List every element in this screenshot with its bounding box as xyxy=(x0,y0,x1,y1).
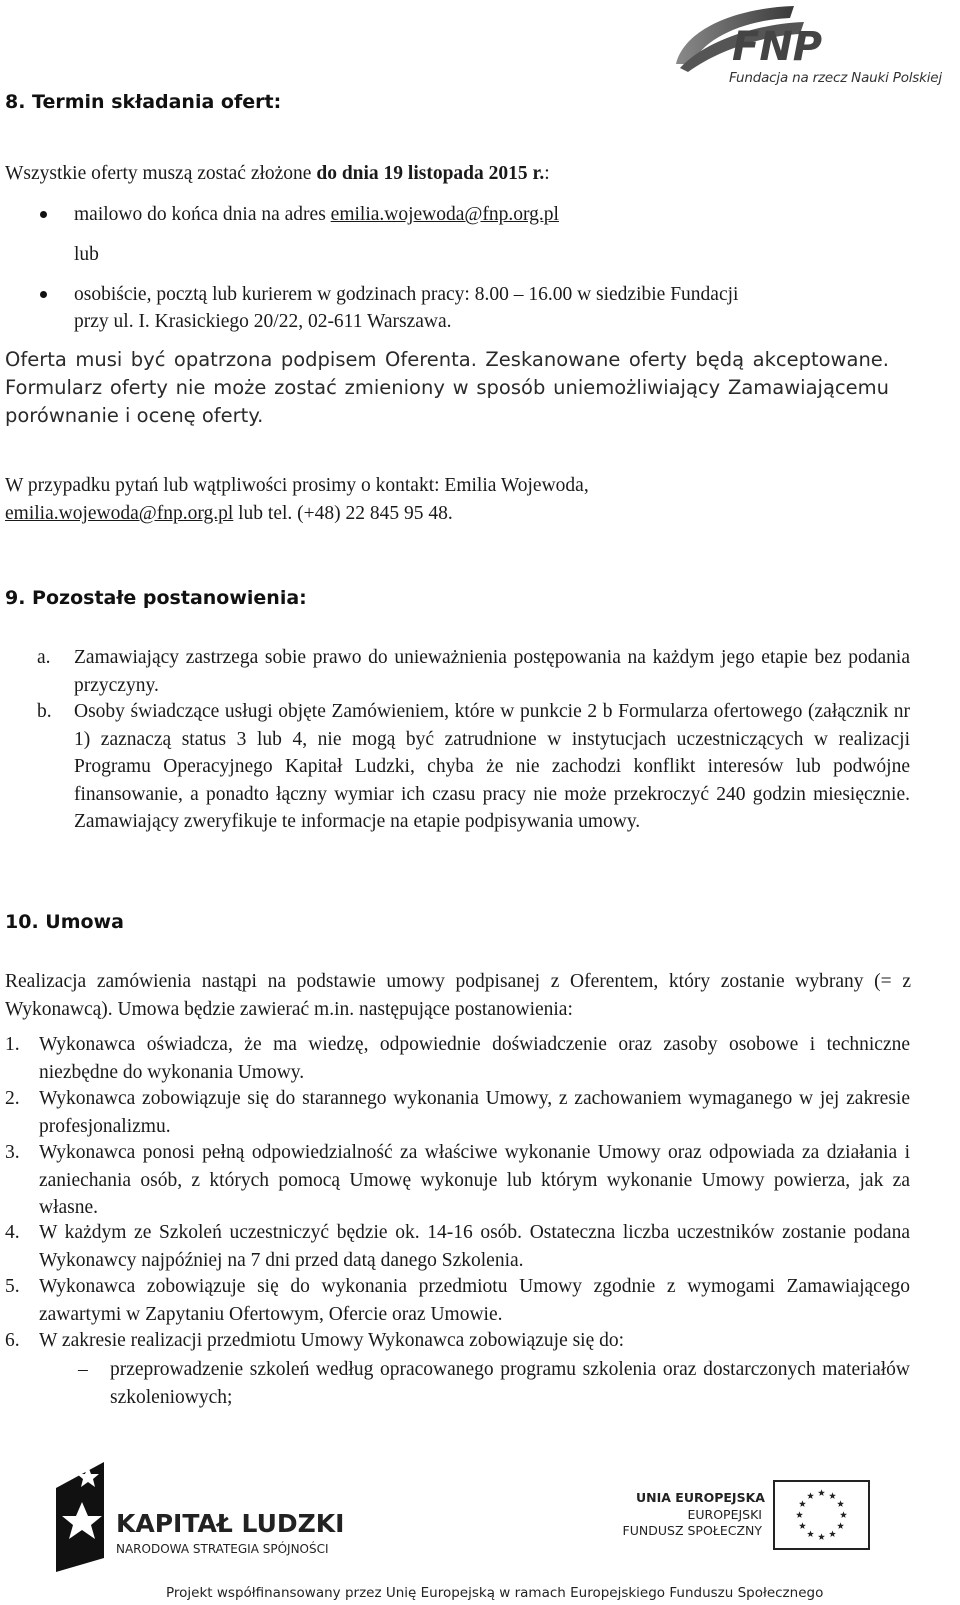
kl-title: KAPITAŁ LUDZKI xyxy=(116,1509,345,1538)
section8-heading: 8. Termin składania ofert: xyxy=(5,91,282,113)
item-text: Wykonawca ponosi pełną odpowiedzialność za właściwe wykonanie Umowy oraz odpowiada za działania i zaniechania osób, z których pomocą Umowę wykonuje lub którym wykonanie Umowy powierza, jak za własne. xyxy=(39,1142,910,1218)
section10-intro: Realizacja zamówienia nastąpi na podstawie umowy podpisanej z Oferentem, który zostanie wybrany (= z Wykonawcą). Umowa będzie zawierać m.in. następujące postanowienia: xyxy=(5,971,911,1020)
item-marker: a. xyxy=(37,647,51,668)
bullet-email-text: mailowo do końca dnia na adres xyxy=(74,204,331,225)
intro-text: Wszystkie oferty muszą zostać złożone xyxy=(5,163,317,184)
deadline-date: do dnia 19 listopada 2015 r. xyxy=(316,163,545,184)
bullet-email xyxy=(74,201,559,228)
item-marker: 5. xyxy=(5,1276,20,1297)
offer-note: Oferta musi być opatrzona podpisem Oferenta. Zeskanowane oferty będą akceptowane. Formularz oferty nie może zostać zmieniony w sposób uniemożliwiający Zamawiającemu porównanie i ocenę oferty. xyxy=(5,348,889,427)
item-text: W każdym ze Szkoleń uczestniczyć będzie ok. 14-16 osób. Ostateczna liczba uczestników zostanie podana Wykonawcy najpóźniej na 7 dni przed datą danego Szkolenia. xyxy=(39,1222,910,1271)
bullet-dot xyxy=(40,211,47,218)
item-text: Osoby świadczące usługi objęte Zamówieniem, które w punkcie 2 b Formularza ofertowego (załącznik nr 1) zaznaczą status 3 lub 4, nie mogą być zatrudnione w instytucjach uczestniczących w realizacji Programu Operacyjnego Kapitał Ludzki, chyba że nie zachodzi konflikt interesów lub podwójne finansowanie, a ponadto łączny wymiar ich czasu pracy nie może przekroczyć 240 godzin miesięcznie. Zamawiający zweryfikuje te informacje na etapie podpisywania umowy. xyxy=(74,701,910,832)
contact-email-link[interactable]: emilia.wojewoda@fnp.org.pl xyxy=(5,503,234,524)
bullet-personal-line2: przy ul. I. Krasickiego 20/22, 02-611 Warszawa. xyxy=(74,311,452,332)
eu-line3: FUNDUSZ SPOŁECZNY xyxy=(622,1523,762,1538)
kapital-ludzki-logo xyxy=(52,1462,362,1572)
contact-line1: W przypadku pytań lub wątpliwości prosimy o kontakt: Emilia Wojewoda, xyxy=(5,475,589,496)
section8-intro xyxy=(5,160,550,187)
item-marker: 6. xyxy=(5,1330,20,1351)
section10-heading: 10. Umowa xyxy=(5,911,124,933)
item-marker: 3. xyxy=(5,1142,20,1163)
eu-line2: EUROPEJSKI xyxy=(687,1507,762,1522)
subitem-marker: – xyxy=(78,1359,88,1380)
item-text: Wykonawca oświadcza, że ma wiedzę, odpowiednie doświadczenie oraz zasoby osobowe i techniczne niezbędne do wykonania Umowy. xyxy=(39,1034,910,1083)
eu-line1: UNIA EUROPEJSKA xyxy=(636,1490,765,1505)
contact-phone: lub tel. (+48) 22 845 95 48. xyxy=(233,503,453,524)
item-marker: 1. xyxy=(5,1034,20,1055)
item-text: Zamawiający zastrzega sobie prawo do unieważnienia postępowania na każdym jego etapie bez podania przyczyny. xyxy=(74,647,910,696)
kl-subtitle: NARODOWA STRATEGIA SPÓJNOŚCI xyxy=(116,1542,329,1556)
bullet-personal-line1: osobiście, pocztą lub kurierem w godzinach pracy: 8.00 – 16.00 w siedzibie Fundacji xyxy=(74,284,739,305)
intro-colon: : xyxy=(544,163,550,184)
subitem-text: przeprowadzenie szkoleń według opracowanego programu szkolenia oraz dostarczonych materiałów szkoleniowych; xyxy=(110,1359,910,1408)
email-link[interactable]: emilia.wojewoda@fnp.org.pl xyxy=(330,204,559,225)
contact-line2 xyxy=(5,500,453,527)
item-text: W zakresie realizacji przedmiotu Umowy Wykonawca zobowiązuje się do: xyxy=(39,1330,625,1351)
or-word: lub xyxy=(74,244,99,265)
item-marker: 2. xyxy=(5,1088,20,1109)
item-marker: b. xyxy=(37,701,52,722)
fnp-logo-text: FNP xyxy=(732,24,823,70)
bullet-dot xyxy=(40,291,47,298)
item-marker: 4. xyxy=(5,1222,20,1243)
eu-flag-logo xyxy=(773,1480,870,1550)
section9-heading: 9. Pozostałe postanowienia: xyxy=(5,587,307,609)
fnp-tagline: Fundacja na rzecz Nauki Polskiej xyxy=(729,70,942,86)
footer-note: Projekt współfinansowany przez Unię Europejską w ramach Europejskiego Funduszu Społecznego xyxy=(166,1585,824,1601)
item-text: Wykonawca zobowiązuje się do starannego wykonania Umowy, z zachowaniem wymaganego w jej zakresie profesjonalizmu. xyxy=(39,1088,910,1137)
item-text: Wykonawca zobowiązuje się do wykonania przedmiotu Umowy zgodnie z wymogami Zamawiającego zawartymi w Zapytaniu Ofertowym, Ofercie oraz Umowie. xyxy=(39,1276,910,1325)
